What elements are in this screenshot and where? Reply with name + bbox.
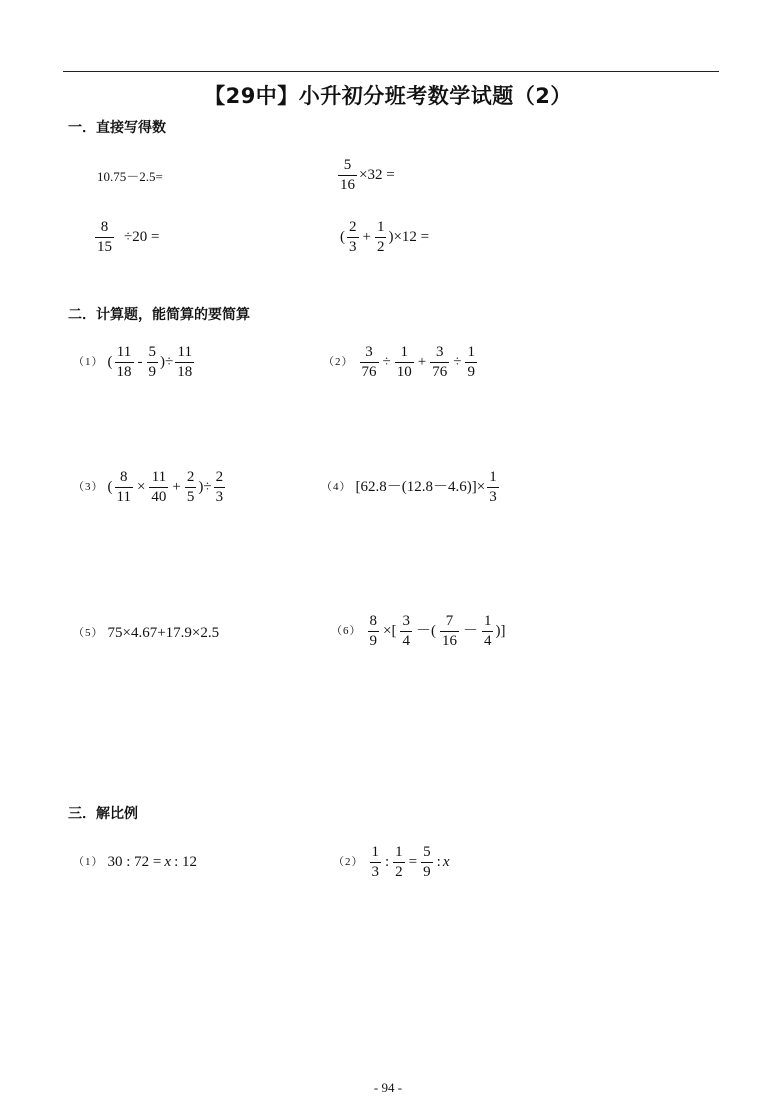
section-heading-3: 三．解比例 bbox=[68, 806, 138, 822]
expression: 75×4.67+17.9×2.5 bbox=[107, 625, 220, 641]
header-rule bbox=[63, 71, 719, 72]
operator: + bbox=[417, 354, 427, 371]
problem-number: （6） bbox=[331, 625, 362, 638]
operator: ÷ bbox=[453, 354, 462, 371]
problem-3-2 bbox=[333, 845, 449, 881]
fraction: $\frac{5}{16}$ bbox=[340, 157, 355, 193]
fraction: $\frac{1}{2}$ bbox=[376, 219, 385, 255]
paren: ( bbox=[340, 229, 345, 246]
problem-3-1 bbox=[73, 855, 197, 870]
operator: －( bbox=[415, 623, 436, 640]
problem-number: （2） bbox=[323, 356, 354, 369]
fraction: $\frac{8}{9}$ bbox=[369, 613, 377, 649]
variable-x: x bbox=[164, 854, 172, 870]
colon: : bbox=[385, 854, 390, 871]
paren: ( bbox=[107, 354, 113, 371]
fraction: $\frac{11}{40}$ bbox=[151, 469, 167, 505]
fraction: $\frac{11}{18}$ bbox=[177, 344, 193, 380]
operator: － bbox=[462, 623, 478, 640]
problem-1-1 bbox=[97, 170, 163, 183]
section-heading-2: 二．计算题，能简算的要简算 bbox=[68, 307, 250, 323]
fraction: $\frac{8}{15}$ bbox=[97, 219, 112, 255]
fraction: $\frac{1}{9}$ bbox=[467, 344, 475, 380]
fraction: $\frac{1}{3}$ bbox=[371, 844, 379, 880]
operator: + bbox=[362, 229, 371, 246]
fraction: $\frac{1}{10}$ bbox=[396, 344, 412, 380]
fraction: $\frac{3}{4}$ bbox=[402, 613, 410, 649]
problem-1-3 bbox=[93, 220, 159, 256]
operator: )÷ bbox=[160, 354, 174, 371]
operator: － bbox=[126, 169, 140, 184]
problem-2-5 bbox=[73, 626, 219, 641]
problem-1-2 bbox=[336, 158, 395, 194]
operator: ÷ bbox=[382, 354, 391, 371]
problem-number: （1） bbox=[73, 356, 104, 369]
problem-2-3 bbox=[73, 470, 227, 506]
colon: : bbox=[436, 854, 441, 871]
problem-1-4 bbox=[340, 220, 429, 256]
bracket: )] bbox=[495, 623, 506, 640]
fraction: $\frac{5}{9}$ bbox=[423, 844, 431, 880]
problem-2-1 bbox=[73, 345, 196, 381]
problem-number: （4） bbox=[321, 481, 352, 494]
problem-number: （3） bbox=[73, 481, 104, 494]
problem-2-2 bbox=[323, 345, 479, 381]
expression-rest: ÷20 = bbox=[124, 229, 160, 246]
paren: ( bbox=[107, 479, 113, 496]
section-heading-1: 一．直接写得数 bbox=[68, 120, 166, 136]
expression: 30 : 72 = bbox=[107, 854, 162, 870]
expression: : 12 bbox=[174, 854, 197, 870]
fraction: $\frac{8}{11}$ bbox=[116, 469, 131, 505]
problem-2-4 bbox=[321, 470, 501, 506]
page-title: 【29中】小升初分班考数学试题（2） bbox=[204, 84, 572, 108]
expression: [62.8－(12.8－4.6)]× bbox=[355, 479, 486, 496]
fraction: $\frac{7}{16}$ bbox=[441, 613, 457, 649]
operator: )÷ bbox=[198, 479, 212, 496]
operator: × bbox=[136, 479, 146, 496]
expression-rest: )×12 = bbox=[388, 229, 430, 246]
fraction: $\frac{2}{3}$ bbox=[215, 469, 224, 505]
operand: 10.75 bbox=[97, 169, 127, 184]
expression-rest: ×32 = bbox=[359, 167, 395, 184]
operator: + bbox=[172, 479, 181, 496]
fraction: $\frac{1}{3}$ bbox=[489, 469, 497, 505]
fraction: $\frac{5}{9}$ bbox=[148, 344, 156, 380]
equals: = bbox=[155, 169, 163, 184]
fraction: $\frac{1}{2}$ bbox=[395, 844, 403, 880]
fraction: $\frac{3}{76}$ bbox=[361, 344, 377, 380]
fraction: $\frac{1}{4}$ bbox=[483, 613, 492, 649]
fraction: $\frac{2}{3}$ bbox=[349, 219, 357, 255]
problem-number: （1） bbox=[73, 856, 104, 868]
problem-number: （2） bbox=[333, 856, 364, 869]
equals: = bbox=[408, 854, 418, 871]
page-number: - 94 - bbox=[373, 1080, 403, 1095]
operand: 2.5 bbox=[139, 169, 156, 184]
fraction: $\frac{3}{76}$ bbox=[432, 344, 448, 380]
fraction: $\frac{2}{5}$ bbox=[186, 469, 195, 505]
problem-number: （5） bbox=[73, 627, 104, 639]
problem-2-6 bbox=[331, 614, 505, 650]
operator: - bbox=[137, 354, 143, 371]
fraction: $\frac{11}{18}$ bbox=[116, 344, 132, 380]
operator: ×[ bbox=[383, 623, 397, 640]
variable-x: x bbox=[442, 854, 450, 871]
